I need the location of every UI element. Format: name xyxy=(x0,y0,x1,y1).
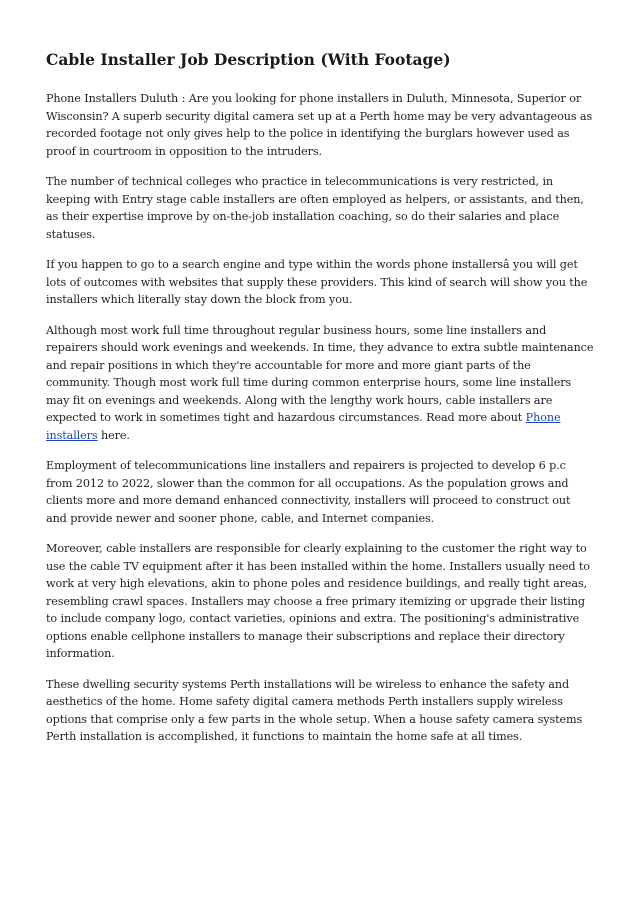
document-page xyxy=(46,50,594,759)
page-title: Cable Installer Job Description (With Footage) xyxy=(46,50,451,69)
paragraph-1: Phone Installers Duluth : Are you looking for phone installers in Duluth, Minnesota, Superior or Wisconsin? A superb security digital camera set up at a Perth home may be very advantageous as recorded footage not only gives help to the police in identifying the burglars however used as proof in courtroom in opposition to the intruders. xyxy=(46,92,593,158)
paragraph-6: Moreover, cable installers are responsible for clearly explaining to the customer the right way to use the cable TV equipment after it has been installed within the home. Installers usually need to work at very high elevations, akin to phone poles and residence buildings, and really tight areas, resembling crawl spaces. Installers may choose a free primary itemizing or upgrade their listing to include company logo, contact varieties, opinions and extra. The positioning's administrative options enable cellphone installers to manage their subscriptions and replace their directory information. xyxy=(46,542,590,660)
paragraph-2: The number of technical colleges who practice in telecommunications is very restricted, in keeping with Entry stage cable installers are often employed as helpers, or assistants, and then, as their expertise improve by on-the-job installation coaching, so do their salaries and place statuses. xyxy=(46,175,584,241)
paragraph-4-text-before: Although most work full time throughout regular business hours, some line installers and repairers should work evenings and weekends. In time, they advance to extra subtle maintenance and repair positions in which they're accountable for more and more giant parts of the community. Though most work full time during common enterprise hours, some line installers may fit on evenings and weekends. Along with the lengthy work hours, cable installers are expected to work in sometimes tight and hazardous circumstances. Read more about xyxy=(46,323,594,424)
paragraph-4-text-after: here. xyxy=(97,428,130,442)
paragraph-3: If you happen to go to a search engine and type within the words phone installersâ you will get lots of outcomes with websites that supply these providers. This kind of search will show you the installers which literally stay down the block from you. xyxy=(46,258,588,306)
paragraph-5: Employment of telecommunications line installers and repairers is projected to develop 6 p.c from 2012 to 2022, slower than the common for all occupations. As the population grows and clients more and more demand enhanced connectivity, installers will proceed to construct out and provide newer and sooner phone, cable, and Internet companies. xyxy=(46,459,571,525)
paragraph-7: These dwelling security systems Perth installations will be wireless to enhance the safety and aesthetics of the home. Home safety digital camera methods Perth installers supply wireless options that comprise only a few parts in the whole setup. When a house safety camera systems Perth installation is accomplished, it functions to maintain the home safe at all times. xyxy=(46,677,583,743)
paragraph-4 xyxy=(46,322,594,445)
phone-installers-link[interactable]: Phone installers xyxy=(46,411,561,442)
